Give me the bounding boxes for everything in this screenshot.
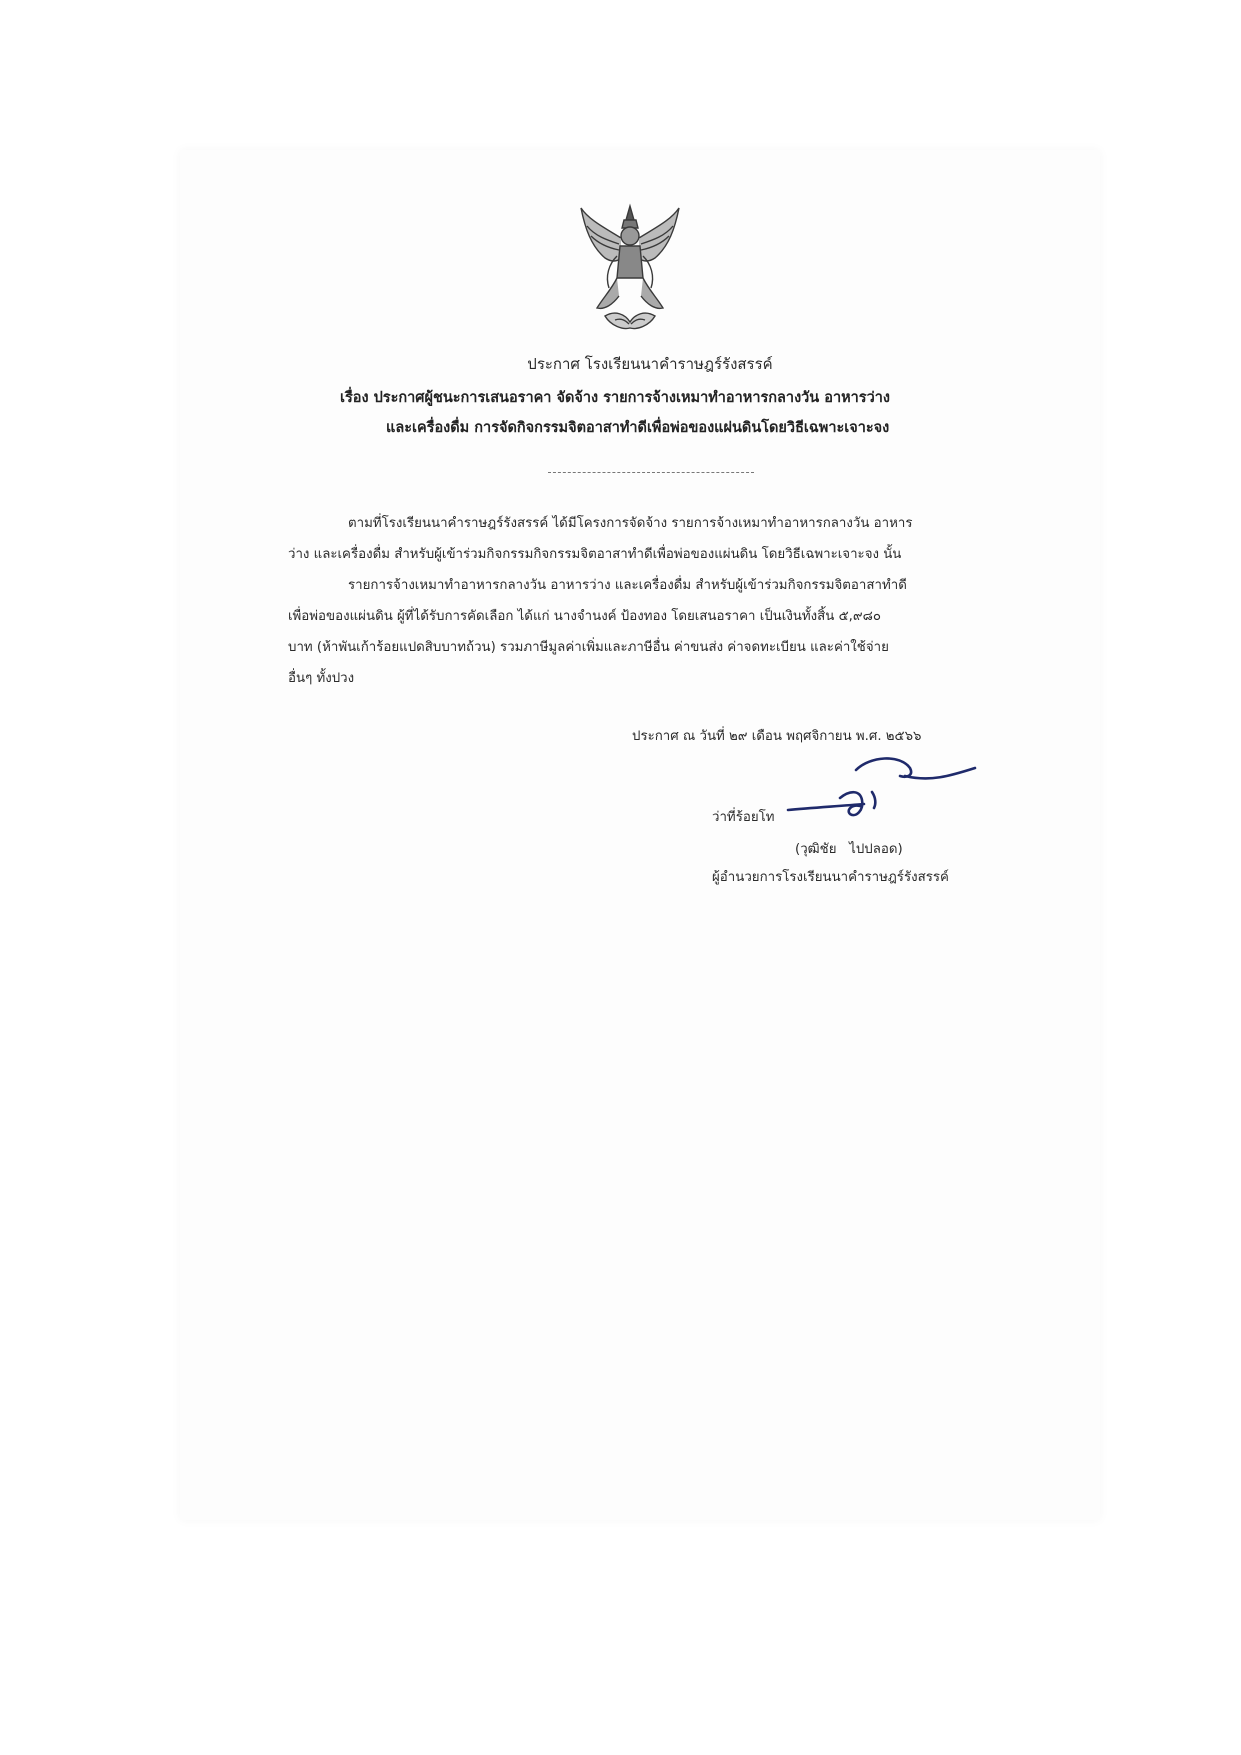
subject-line-2: และเครื่องดื่ม การจัดกิจกรรมจิตอาสาทำดีเพื่อพ่อของแผ่นดินโดยวิธีเฉพาะเจาะจง <box>386 420 890 436</box>
issuer-heading: ประกาศ โรงเรียนนาคำราษฎร์รังสรรค์ <box>527 355 773 373</box>
body-line-2: ว่าง และเครื่องดื่ม สำหรับผู้เข้าร่วมกิจกรรมกิจกรรมจิตอาสาทำดีเพื่อพ่อของแผ่นดิน โดยวิธีเฉพาะเจาะจง นั้น <box>288 547 902 562</box>
announcement-date: ประกาศ ณ วันที่ ๒๙ เดือน พฤศจิกายน พ.ศ. ๒๕๖๖ <box>632 729 922 744</box>
signatory-position: ผู้อำนวยการโรงเรียนนาคำราษฎร์รังสรรค์ <box>712 870 949 885</box>
body-line-4: เพื่อพ่อของแผ่นดิน ผู้ที่ได้รับการคัดเลือก ได้แก่ นางจำนงค์ ป้องทอง โดยเสนอราคา เป็นเงินทั้งสิ้น ๕,๙๘๐ <box>288 609 881 624</box>
signatory-name: (วุฒิชัย ไปปลอด) <box>795 842 903 857</box>
garuda-emblem <box>575 198 685 338</box>
signature-image <box>780 748 990 828</box>
signatory-rank: ว่าที่ร้อยโท <box>712 810 775 825</box>
body-line-6: อื่นๆ ทั้งปวง <box>288 671 355 686</box>
announcement-subject <box>340 383 1040 443</box>
separator-line <box>548 472 754 473</box>
body-line-5: บาท (ห้าพันเก้าร้อยแปดสิบบาทถ้วน) รวมภาษีมูลค่าเพิ่มและภาษีอื่น ค่าขนส่ง ค่าจดทะเบียน และค่าใช้จ่าย <box>288 640 889 655</box>
body-line-3: รายการจ้างเหมาทำอาหารกลางวัน อาหารว่าง และเครื่องดื่ม สำหรับผู้เข้าร่วมกิจกรรมจิตอาสาทำดี <box>348 578 907 593</box>
body-line-1: ตามที่โรงเรียนนาคำราษฎร์รังสรรค์ ได้มีโครงการจัดจ้าง รายการจ้างเหมาทำอาหารกลางวัน อาหาร <box>348 516 913 531</box>
announcement-body <box>288 508 1014 694</box>
subject-line-1: เรื่อง ประกาศผู้ชนะการเสนอราคา จัดจ้าง รายการจ้างเหมาทำอาหารกลางวัน อาหารว่าง <box>340 390 890 406</box>
